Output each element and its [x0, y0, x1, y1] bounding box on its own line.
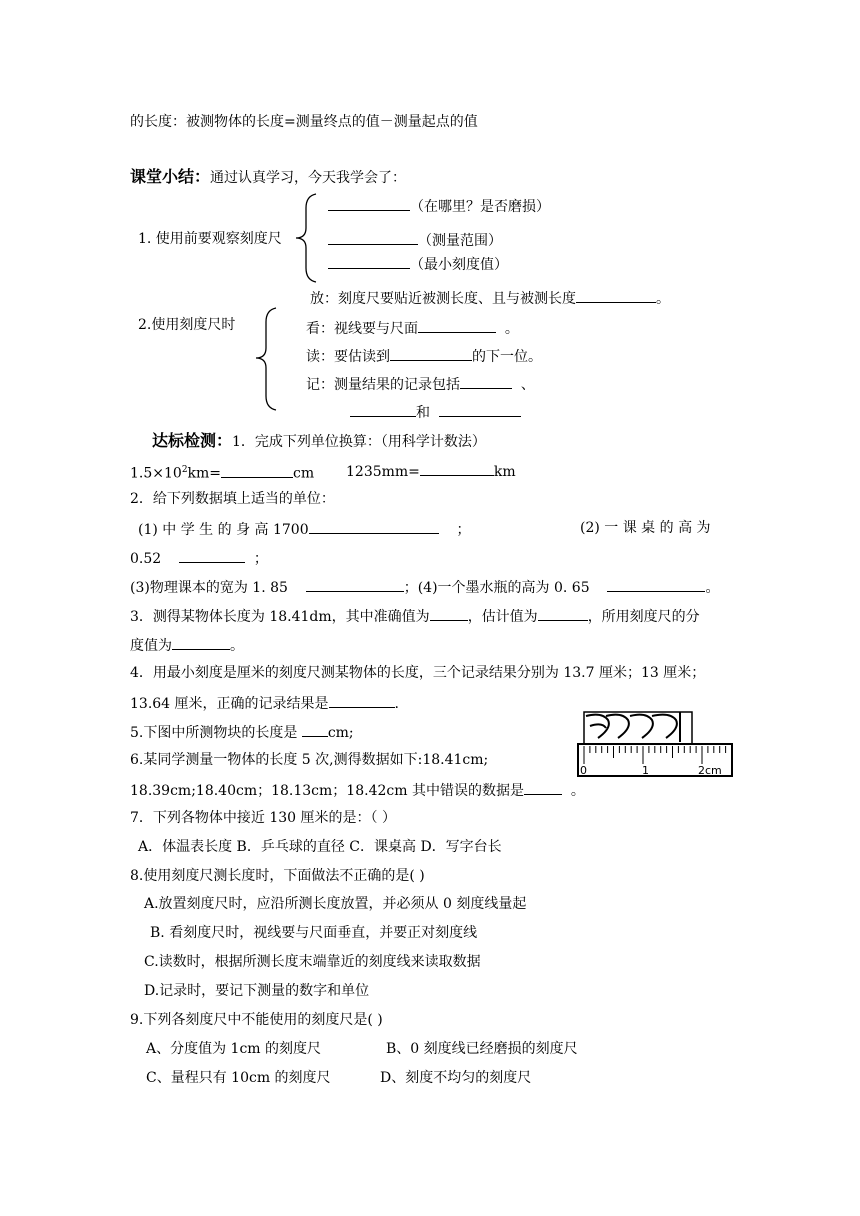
- q1-text: 1．完成下列单位换算：（用科学计数法）: [232, 434, 486, 450]
- summary-read: 读：要估读到 的下一位。: [306, 346, 542, 366]
- left-brace-2: [254, 306, 284, 412]
- summary-note-2: （测量范围）: [328, 230, 502, 250]
- q9-text: 9.下列各刻度尺中不能使用的刻度尺是( ): [130, 1012, 383, 1028]
- q7-text: 7．下列各物体中接近 130 厘米的是：（ ）: [130, 810, 396, 826]
- ruler-label-2: 2cm: [698, 764, 722, 777]
- summary-note-1: （在哪里？是否磨损）: [328, 196, 550, 216]
- q5-text: 5.下图中所测物块的长度是 cm;: [130, 722, 354, 742]
- summary-item1-label: 1. 使用前要观察刻度尺: [138, 231, 282, 247]
- ruler-figure: [576, 708, 734, 780]
- q8-option-c: C.读数时，根据所测长度末端靠近的刻度线来读取数据: [144, 954, 481, 970]
- q8-option-d: D.记录时，要记下测量的数字和单位: [144, 983, 370, 999]
- summary-section: [130, 168, 406, 187]
- q9-option-b: B、0 刻度线已经磨损的刻度尺: [386, 1041, 578, 1057]
- q8-option-b: B. 看刻度尺时，视线要与尺面垂直，并要正对刻度线: [150, 925, 478, 941]
- q9-option-c: C、量程只有 10cm 的刻度尺: [146, 1070, 331, 1086]
- summary-intro: 通过认真学习，今天我学会了：: [210, 170, 407, 186]
- test-section: [152, 432, 486, 451]
- q3-line2: 度值为 。: [130, 635, 244, 655]
- q1-b: 1235mm= km: [346, 461, 516, 481]
- summary-record-2: 和: [350, 402, 521, 422]
- summary-heading: 课堂小结：: [130, 167, 211, 186]
- ruler-label-0: 0: [580, 764, 587, 777]
- q8-text: 8.使用刻度尺测长度时，下面做法不正确的是( ): [130, 868, 425, 884]
- q7-options: A．体温表长度 B．乒乓球的直径 C．课桌高 D．写字台长: [138, 839, 502, 855]
- q2-2: (2) 一 课 桌 的 高 为: [580, 520, 711, 536]
- ruler-label-1: 1: [642, 764, 649, 777]
- q2-3-4: (3)物理课本的宽为 1. 85 ；(4)一个墨水瓶的高为 0. 65 。: [130, 577, 719, 597]
- q8-option-a: A.放置刻度尺时，应沿所测长度放置，并必须从 0 刻度线量起: [144, 896, 527, 912]
- q2-text: 2．给下列数据填上适当的单位：: [130, 491, 335, 507]
- q2-1: (1) 中 学 生 的 身 高 1700 ；: [138, 519, 470, 539]
- test-heading: 达标检测：: [152, 431, 233, 450]
- intro-line: 的长度：被测物体的长度=测量终点的值－测量起点的值: [130, 114, 478, 130]
- summary-place: 放：刻度尺要贴近被测长度、且与被测长度 。: [310, 288, 670, 308]
- q3-line1: 3．测得某物体长度为 18.41dm，其中准确值为 ，估计值为 ，所用刻度尺的分: [130, 606, 700, 626]
- q9-option-a: A、分度值为 1cm 的刻度尺: [146, 1041, 322, 1057]
- summary-note-3: （最小刻度值）: [328, 254, 508, 274]
- q6-line1: 6.某同学测量一物体的长度 5 次,测得数据如下:18.41cm;: [130, 752, 489, 768]
- q4-line1: 4．用最小刻度是厘米的刻度尺测某物体的长度，三个记录结果分别为 13.7 厘米；13 厘米；: [130, 665, 706, 681]
- q2-2-cont: 0.52 ；: [130, 548, 268, 568]
- summary-look: 看：视线要与尺面 。: [306, 318, 519, 338]
- summary-record: 记：测量结果的记录包括 、: [306, 374, 535, 394]
- q9-option-d: D、刻度不均匀的刻度尺: [380, 1070, 532, 1086]
- summary-item2-label: 2.使用刻度尺时: [138, 317, 236, 333]
- left-brace-1: [294, 192, 324, 284]
- q6-line2: 18.39cm;18.40cm；18.13cm；18.42cm 其中错误的数据是 。: [130, 780, 585, 800]
- q1-a: $1.5\times 10^2km=$ cm: [130, 461, 314, 483]
- q4-line2: 13.64 厘米，正确的记录结果是 .: [130, 693, 399, 713]
